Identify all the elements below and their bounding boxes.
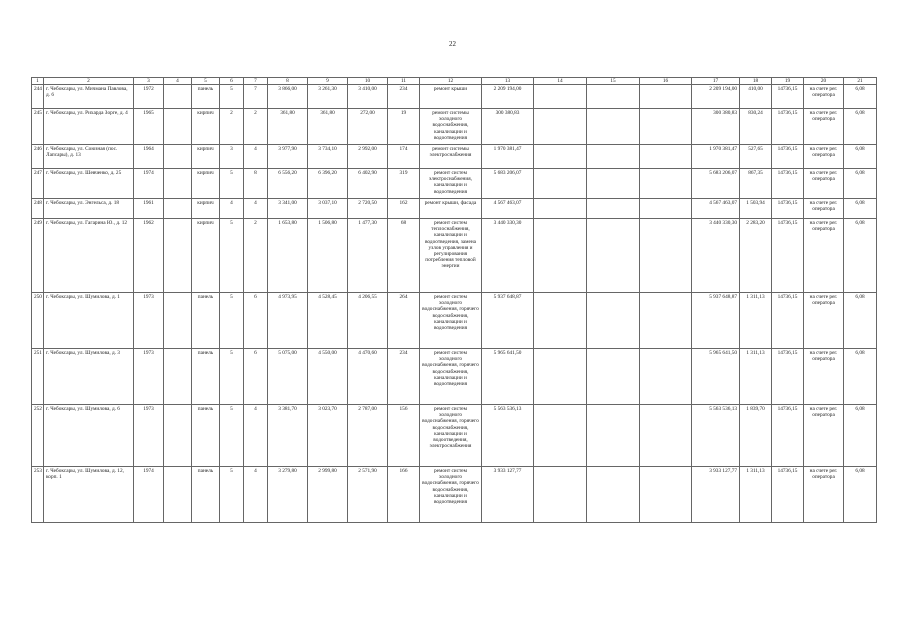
row-number-cell: 246 [32,145,44,169]
column-number-14: 14 [534,78,587,85]
entrances-cell: 8 [244,169,268,199]
residents-cell: 19 [388,109,420,145]
living-area-cell: 3 037,10 [308,199,348,219]
column-15-cell [587,219,640,293]
limit-cost-cell: 14736,15 [772,169,804,199]
column-4-cell [164,199,192,219]
construction-year-cell: 1973 [134,349,164,405]
cost-per-sqm-cell: 867,35 [740,169,772,199]
column-15-cell [587,293,640,349]
construction-year-cell: 1973 [134,293,164,349]
row-number-cell: 244 [32,85,44,109]
entrances-cell: 4 [244,199,268,219]
fund-method-cell: на счете рег. оператора [804,109,844,145]
total-cost-cell: 5 937 648,87 [692,293,740,349]
column-number-15: 15 [587,78,640,85]
column-14-cell [534,293,587,349]
table-row [32,293,877,349]
column-14-cell [534,467,587,523]
living-area-cell: 4 528,45 [308,293,348,349]
column-16-cell [640,405,692,467]
column-16-cell [640,109,692,145]
residents-cell: 166 [388,467,420,523]
total-area-cell: 361,80 [268,109,308,145]
column-number-9: 9 [308,78,348,85]
plan-year-cell: 6,08 [844,349,877,405]
floors-cell: 3 [220,145,244,169]
column-14-cell [534,219,587,293]
floors-cell: 5 [220,219,244,293]
column-15-cell [587,145,640,169]
column-number-10: 10 [348,78,388,85]
construction-year-cell: 1964 [134,145,164,169]
construction-year-cell: 1962 [134,219,164,293]
floors-cell: 5 [220,349,244,405]
wall-material-cell: панель [192,349,220,405]
plan-year-cell: 6,08 [844,199,877,219]
total-area-cell: 3 279,80 [268,467,308,523]
row-number-cell: 251 [32,349,44,405]
residents-cell: 234 [388,85,420,109]
work-type-cell: ремонт систем холодного водоснабжения, горячего водоснабжения, канализации и водоотведения [420,293,482,349]
residents-cell: 68 [388,219,420,293]
premises-area-cell: 6 402,90 [348,169,388,199]
column-14-cell [534,169,587,199]
total-cost-cell: 1 970 381,47 [692,145,740,169]
total-cost-cell: 300 380,83 [692,109,740,145]
column-4-cell [164,349,192,405]
work-type-cell: ремонт системы электроснабжения [420,145,482,169]
page-number: 22 [449,40,456,48]
limit-cost-cell: 14736,15 [772,349,804,405]
row-number-cell: 247 [32,169,44,199]
plan-year-cell: 6,08 [844,85,877,109]
column-15-cell [587,467,640,523]
column-15-cell [587,199,640,219]
construction-year-cell: 1972 [134,85,164,109]
cost-per-sqm-cell: 830,24 [740,109,772,145]
column-number-11: 11 [388,78,420,85]
total-cost-cell: 5 965 641,50 [692,349,740,405]
column-number-3: 3 [134,78,164,85]
repair-cost-cell: 1 970 381,47 [482,145,534,169]
fund-method-cell: на счете рег. оператора [804,199,844,219]
total-area-cell: 3 866,00 [268,85,308,109]
entrances-cell: 6 [244,293,268,349]
limit-cost-cell: 14736,15 [772,293,804,349]
living-area-cell: 3 734,10 [308,145,348,169]
column-15-cell [587,169,640,199]
column-number-17: 17 [692,78,740,85]
fund-method-cell: на счете рег. оператора [804,467,844,523]
total-cost-cell: 3 933 127,77 [692,467,740,523]
limit-cost-cell: 14736,15 [772,405,804,467]
construction-year-cell: 1961 [134,199,164,219]
entrances-cell: 4 [244,405,268,467]
limit-cost-cell: 14736,15 [772,199,804,219]
column-number-4: 4 [164,78,192,85]
address-cell: г. Чебоксары, ул. Шумилова, д. 6 [44,405,134,467]
row-number-cell: 249 [32,219,44,293]
living-area-cell: 4 550,00 [308,349,348,405]
living-area-cell: 3 023,70 [308,405,348,467]
table-row [32,349,877,405]
fund-method-cell: на счете рег. оператора [804,85,844,109]
row-number-cell: 245 [32,109,44,145]
wall-material-cell: кирпич [192,199,220,219]
fund-method-cell: на счете рег. оператора [804,169,844,199]
column-number-1: 1 [32,78,44,85]
premises-area-cell: 4 470,60 [348,349,388,405]
column-15-cell [587,405,640,467]
living-area-cell: 3 261,30 [308,85,348,109]
column-4-cell [164,169,192,199]
cost-per-sqm-cell: 1 311,13 [740,293,772,349]
repair-cost-cell: 5 937 648,87 [482,293,534,349]
column-4-cell [164,293,192,349]
column-14-cell [534,349,587,405]
wall-material-cell: панель [192,293,220,349]
residents-cell: 174 [388,145,420,169]
limit-cost-cell: 14736,15 [772,219,804,293]
premises-area-cell: 3 410,00 [348,85,388,109]
column-4-cell [164,467,192,523]
premises-area-cell: 1 477,30 [348,219,388,293]
table-row [32,405,877,467]
fund-method-cell: на счете рег. оператора [804,145,844,169]
plan-year-cell: 6,08 [844,219,877,293]
address-cell: г. Чебоксары, ул. Мичмана Павлова, д. 6 [44,85,134,109]
plan-year-cell: 6,08 [844,467,877,523]
repair-program-table [31,77,877,523]
repair-cost-cell: 3 440 330,30 [482,219,534,293]
repair-cost-cell: 5 563 536,13 [482,405,534,467]
column-4-cell [164,109,192,145]
column-number-7: 7 [244,78,268,85]
column-15-cell [587,109,640,145]
work-type-cell: ремонт крыши [420,85,482,109]
column-number-19: 19 [772,78,804,85]
address-cell: г. Чебоксары, ул. Шумилова, д. 12, корп. 1 [44,467,134,523]
limit-cost-cell: 14736,15 [772,467,804,523]
work-type-cell: ремонт крыши, фасада [420,199,482,219]
column-number-5: 5 [192,78,220,85]
premises-area-cell: 2 720,50 [348,199,388,219]
floors-cell: 5 [220,85,244,109]
wall-material-cell: кирпич [192,169,220,199]
total-cost-cell: 3 440 330,30 [692,219,740,293]
column-4-cell [164,405,192,467]
column-number-2: 2 [44,78,134,85]
address-cell: г. Чебоксары, ул. Шумилова, д. 1 [44,293,134,349]
column-14-cell [534,405,587,467]
total-area-cell: 1 653,80 [268,219,308,293]
total-cost-cell: 4 567 463,07 [692,199,740,219]
address-cell: г. Чебоксары, ул. Энгельса, д. 18 [44,199,134,219]
premises-area-cell: 2 992,00 [348,145,388,169]
cost-per-sqm-cell: 2 283,20 [740,219,772,293]
column-4-cell [164,219,192,293]
work-type-cell: ремонт систем холодного водоснабжения, горячего водоснабжения, канализации и водоотведения, электроснабжения [420,405,482,467]
premises-area-cell: 4 206,55 [348,293,388,349]
column-number-6: 6 [220,78,244,85]
work-type-cell: ремонт системы холодного водоснабжения, канализации и водоотведения [420,109,482,145]
limit-cost-cell: 14736,15 [772,145,804,169]
column-15-cell [587,349,640,405]
column-16-cell [640,219,692,293]
premises-area-cell: 2 787,00 [348,405,388,467]
repair-cost-cell: 5 683 206,07 [482,169,534,199]
entrances-cell: 7 [244,85,268,109]
row-number-cell: 250 [32,293,44,349]
cost-per-sqm-cell: 1 311,13 [740,349,772,405]
cost-per-sqm-cell: 410,00 [740,85,772,109]
fund-method-cell: на счете рег. оператора [804,219,844,293]
repair-cost-cell: 5 965 641,50 [482,349,534,405]
column-number-20: 20 [804,78,844,85]
entrances-cell: 2 [244,219,268,293]
plan-year-cell: 6,08 [844,405,877,467]
column-number-21: 21 [844,78,877,85]
fund-method-cell: на счете рег. оператора [804,405,844,467]
total-cost-cell: 5 563 536,13 [692,405,740,467]
total-cost-cell: 2 209 194,00 [692,85,740,109]
floors-cell: 5 [220,293,244,349]
construction-year-cell: 1974 [134,169,164,199]
repair-cost-cell: 4 567 463,07 [482,199,534,219]
living-area-cell: 1 506,80 [308,219,348,293]
column-number-8: 8 [268,78,308,85]
row-number-cell: 248 [32,199,44,219]
row-number-cell: 252 [32,405,44,467]
wall-material-cell: кирпич [192,109,220,145]
column-16-cell [640,349,692,405]
wall-material-cell: панель [192,467,220,523]
total-area-cell: 3 381,70 [268,405,308,467]
living-area-cell: 2 999,80 [308,467,348,523]
total-area-cell: 3 977,90 [268,145,308,169]
floors-cell: 5 [220,405,244,467]
table-row [32,169,877,199]
column-15-cell [587,85,640,109]
limit-cost-cell: 14736,15 [772,85,804,109]
floors-cell: 5 [220,169,244,199]
table-row [32,199,877,219]
wall-material-cell: кирпич [192,145,220,169]
repair-cost-cell: 300 380,83 [482,109,534,145]
entrances-cell: 4 [244,467,268,523]
plan-year-cell: 6,08 [844,145,877,169]
entrances-cell: 6 [244,349,268,405]
column-number-18: 18 [740,78,772,85]
table-row [32,467,877,523]
work-type-cell: ремонт систем холодного водоснабжения, горячего водоснабжения, канализации и водоотведения [420,349,482,405]
plan-year-cell: 6,08 [844,109,877,145]
work-type-cell: ремонт систем холодного водоснабжения, горячего водоснабжения, канализации и водоотведения [420,467,482,523]
address-cell: г. Чебоксары, ул. Рихарда Зорге, д. 4 [44,109,134,145]
address-cell: г. Чебоксары, ул. Гагарина Ю., д. 12 [44,219,134,293]
living-area-cell: 361,80 [308,109,348,145]
column-4-cell [164,145,192,169]
residents-cell: 319 [388,169,420,199]
column-number-13: 13 [482,78,534,85]
total-area-cell: 4 973,95 [268,293,308,349]
floors-cell: 5 [220,467,244,523]
cost-per-sqm-cell: 527,65 [740,145,772,169]
construction-year-cell: 1965 [134,109,164,145]
work-type-cell: ремонт систем теплоснабжения, канализации и водоотведения, замена узлов управления и регулирования потребления тепловой энергии [420,219,482,293]
repair-cost-cell: 2 209 194,00 [482,85,534,109]
construction-year-cell: 1973 [134,405,164,467]
address-cell: г. Чебоксары, ул. Шумилова, д. 3 [44,349,134,405]
plan-year-cell: 6,08 [844,169,877,199]
column-16-cell [640,145,692,169]
entrances-cell: 2 [244,109,268,145]
plan-year-cell: 6,08 [844,293,877,349]
address-cell: г. Чебоксары, ул. Шевченко, д. 25 [44,169,134,199]
repair-cost-cell: 3 933 127,77 [482,467,534,523]
column-16-cell [640,199,692,219]
cost-per-sqm-cell: 1 839,70 [740,405,772,467]
construction-year-cell: 1974 [134,467,164,523]
premises-area-cell: 272,00 [348,109,388,145]
residents-cell: 162 [388,199,420,219]
total-area-cell: 5 075,00 [268,349,308,405]
floors-cell: 4 [220,199,244,219]
column-number-16: 16 [640,78,692,85]
table-row [32,85,877,109]
fund-method-cell: на счете рег. оператора [804,293,844,349]
column-number-12: 12 [420,78,482,85]
column-4-cell [164,85,192,109]
residents-cell: 156 [388,405,420,467]
residents-cell: 264 [388,293,420,349]
premises-area-cell: 2 571,90 [348,467,388,523]
column-16-cell [640,467,692,523]
header-row [32,78,877,85]
column-16-cell [640,293,692,349]
column-14-cell [534,85,587,109]
wall-material-cell: панель [192,405,220,467]
fund-method-cell: на счете рег. оператора [804,349,844,405]
column-14-cell [534,145,587,169]
table-row [32,219,877,293]
total-area-cell: 3 341,00 [268,199,308,219]
limit-cost-cell: 14736,15 [772,109,804,145]
column-16-cell [640,85,692,109]
floors-cell: 2 [220,109,244,145]
entrances-cell: 4 [244,145,268,169]
table-row [32,109,877,145]
column-16-cell [640,169,692,199]
wall-material-cell: панель [192,85,220,109]
column-14-cell [534,109,587,145]
total-cost-cell: 5 683 206,07 [692,169,740,199]
column-14-cell [534,199,587,219]
row-number-cell: 253 [32,467,44,523]
wall-material-cell: кирпич [192,219,220,293]
address-cell: г. Чебоксары, ул. Союзная (пос. Лапсары), д. 13 [44,145,134,169]
residents-cell: 234 [388,349,420,405]
cost-per-sqm-cell: 1 311,13 [740,467,772,523]
work-type-cell: ремонт систем электроснабжения, канализации и водоотведения [420,169,482,199]
table-row [32,145,877,169]
total-area-cell: 6 556,20 [268,169,308,199]
living-area-cell: 6 396,20 [308,169,348,199]
cost-per-sqm-cell: 1 503,94 [740,199,772,219]
